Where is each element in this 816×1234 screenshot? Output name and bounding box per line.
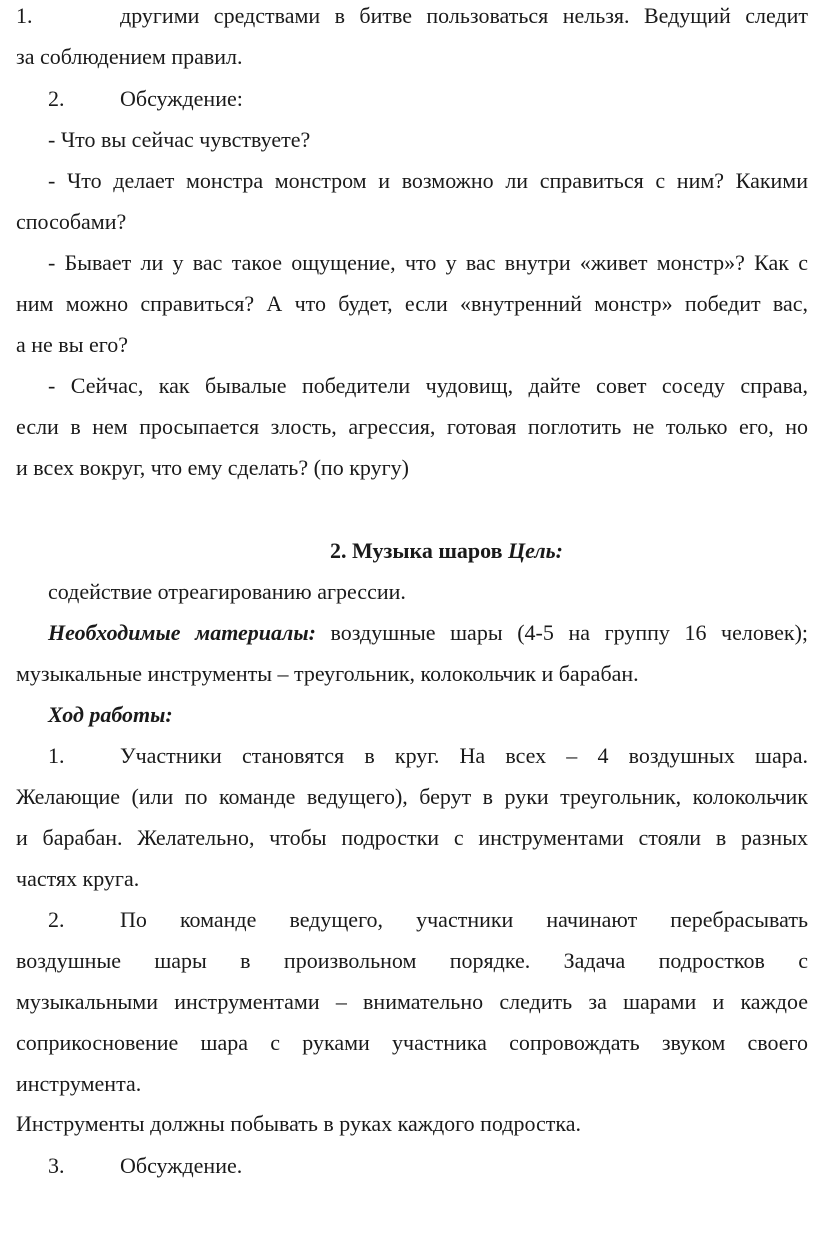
question-2-line2: способами? bbox=[16, 209, 127, 234]
step2-line5: инструмента. bbox=[16, 1071, 142, 1096]
item1-line2: за соблюдением правил. bbox=[16, 44, 243, 69]
question-4-line3: и всех вокруг, что ему сделать? (по кругу) bbox=[16, 455, 409, 480]
step2-number: 2. bbox=[48, 907, 65, 932]
question-3-line2: ним можно справиться? А что будет, если «внутренний монстр» победит вас, bbox=[16, 291, 808, 316]
materials-line2: музыкальные инструменты – треугольник, колокольчик и барабан. bbox=[16, 661, 639, 686]
step2-line1 bbox=[48, 906, 808, 934]
step2-line3: музыкальными инструментами – внимательно следить за шарами и каждое bbox=[16, 989, 808, 1014]
step3-number: 3. bbox=[48, 1153, 65, 1178]
step1-text: Участники становятся в круг. На всех – 4 воздушных шара. bbox=[120, 743, 808, 768]
step3-line bbox=[48, 1152, 816, 1180]
item2-number: 2. bbox=[48, 86, 65, 111]
section-heading bbox=[330, 537, 800, 565]
question-4-line2: если в нем просыпается злость, агрессия, готовая поглотить не только его, но bbox=[16, 414, 808, 439]
question-3-line3: а не вы его? bbox=[16, 332, 128, 357]
step2-line4: соприкосновение шара с руками участника сопровождать звуком своего bbox=[16, 1030, 808, 1055]
materials-label: Необходимые материалы: bbox=[48, 620, 316, 645]
item2-line bbox=[48, 85, 816, 113]
step1-line4: частях круга. bbox=[16, 866, 140, 891]
question-2-line1: - Что делает монстра монстром и возможно ли справиться с ним? Какими bbox=[48, 168, 808, 193]
materials-line1 bbox=[48, 619, 808, 647]
question-3-line1: - Бывает ли у вас такое ощущение, что у вас внутри «живет монстр»? Как с bbox=[48, 250, 808, 275]
item2-label: Обсуждение: bbox=[120, 86, 243, 111]
section-title: 2. Музыка шаров bbox=[330, 538, 503, 563]
step1-line1 bbox=[48, 742, 808, 770]
step2-text: По команде ведущего, участники начинают перебрасывать bbox=[120, 907, 808, 932]
step1-number: 1. bbox=[48, 743, 65, 768]
step2-line2: воздушные шары в произвольном порядке. Задача подростков с bbox=[16, 948, 808, 973]
progress-label: Ход работы: bbox=[48, 702, 173, 727]
item1-line1 bbox=[16, 2, 808, 30]
materials-text: воздушные шары (4-5 на группу 16 человек); bbox=[330, 620, 809, 645]
item1-number: 1. bbox=[16, 3, 33, 28]
step1-line2: Желающие (или по команде ведущего), берут в руки треугольник, колокольчик bbox=[16, 784, 808, 809]
step3-label: Обсуждение. bbox=[120, 1153, 243, 1178]
goal-label: Цель: bbox=[507, 538, 563, 563]
instruments-note: Инструменты должны побывать в руках каждого подростка. bbox=[16, 1111, 581, 1136]
goal-text: содействие отреагированию агрессии. bbox=[48, 579, 406, 604]
question-4-line1: - Сейчас, как бывалые победители чудовищ, дайте совет соседу справа, bbox=[48, 373, 808, 398]
item1-text: другими средствами в битве пользоваться нельзя. Ведущий следит bbox=[120, 3, 808, 28]
step1-line3: и барабан. Желательно, чтобы подростки с инструментами стояли в разных bbox=[16, 825, 808, 850]
question-1: - Что вы сейчас чувствуете? bbox=[48, 127, 311, 152]
